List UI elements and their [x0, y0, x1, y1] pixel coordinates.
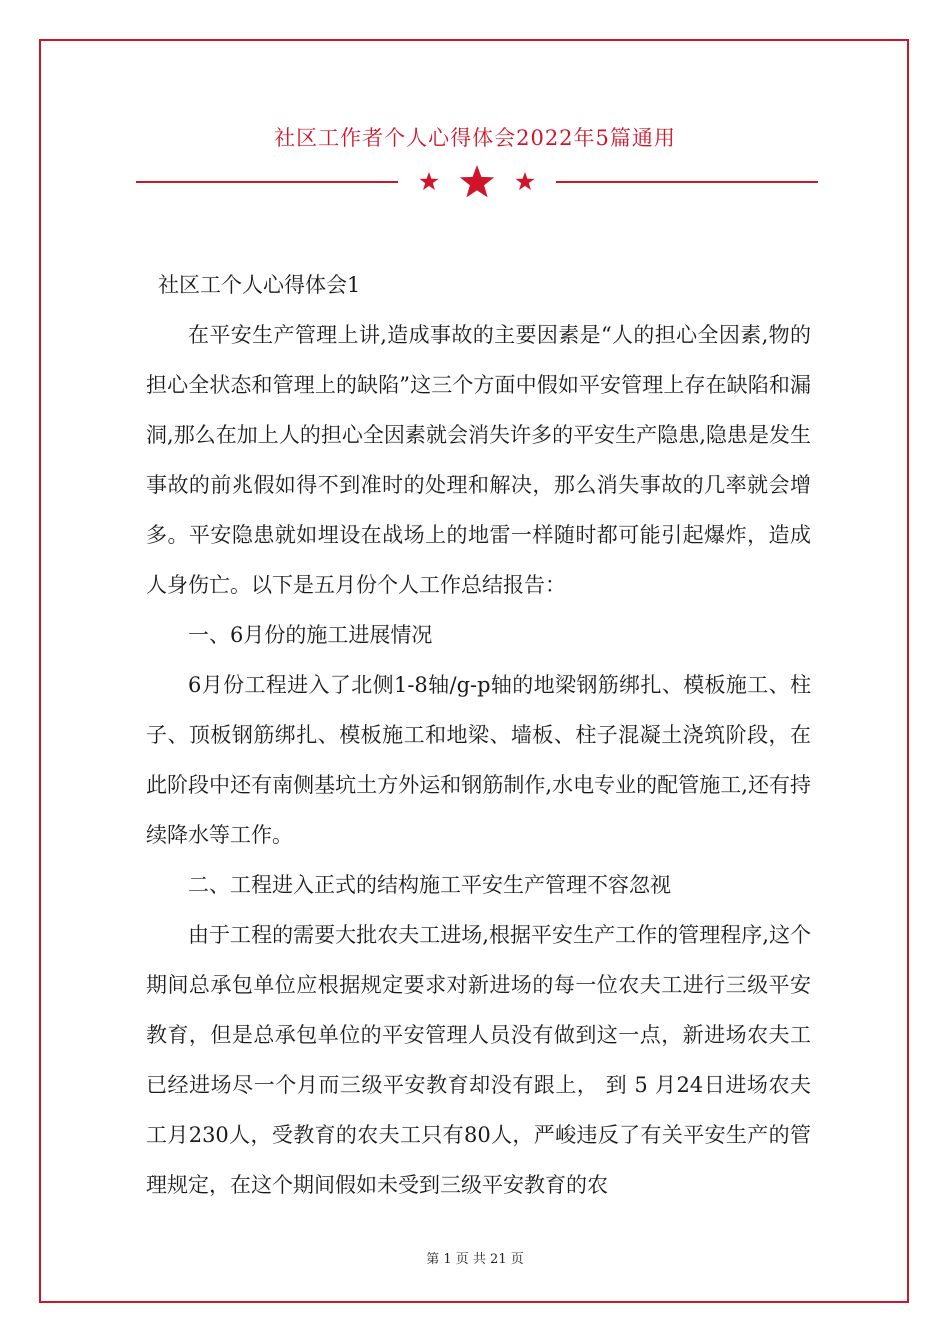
subheading-paragraph: 二、工程进入正式的结构施工平安生产管理不容忽视: [188, 873, 671, 897]
document-body: [146, 260, 811, 1210]
page-number: 第 1 页 共 21 页: [426, 1252, 524, 1267]
subheading-paragraph: 一、6月份的施工进展情况: [188, 623, 433, 647]
title-ornament: [136, 162, 818, 202]
star-icon: [420, 172, 439, 190]
star-icon: [460, 165, 494, 197]
ornament-stars: [414, 162, 540, 202]
body-paragraph: 在平安生产管理上讲,造成事故的主要因素是“人的担心全因素,物的担心全状态和管理上的缺陷”这三个方面中假如平安管理上存在缺陷和漏洞,那么在加上人的担心全因素就会消失许多的平安生产隐患,隐患是发生事故的前兆假如得不到准时的处理和解决，那么消失事故的几率就会增多。平安隐患就如埋设在战场上的地雷一样随时都可能引起爆炸，造成人身伤亡。以下是五月份个人工作总结报告：: [146, 323, 811, 597]
ornament-line-right: [556, 181, 818, 183]
body-paragraph: 6月份工程进入了北侧1-8轴/g-p轴的地梁钢筋绑扎、模板施工、柱子、顶板钢筋绑扎、模板施工和地梁、墙板、柱子混凝土浇筑阶段，在此阶段中还有南侧基坑土方外运和钢筋制作,水电专业的配管施工,还有持续降水等工作。: [146, 673, 811, 847]
section-heading: 社区工个人心得体会1: [158, 273, 361, 297]
ornament-line-left: [136, 181, 398, 183]
body-paragraph: 由于工程的需要大批农夫工进场,根据平安生产工作的管理程序,这个期间总承包单位应根据规定要求对新进场的每一位农夫工进行三级平安教育，但是总承包单位的平安管理人员没有做到这一点，新进场农夫工已经进场尽一个月而三级平安教育却没有跟上， 到 5 月24日进场农夫工月230人，受教育的农夫工只有80人，严峻违反了有关平安生产的管理规定，在这个期间假如未受到三级平安教育的农: [146, 923, 811, 1197]
document-title: 社区工作者个人心得体会2022年5篇通用: [274, 126, 676, 150]
star-icon: [516, 172, 535, 190]
